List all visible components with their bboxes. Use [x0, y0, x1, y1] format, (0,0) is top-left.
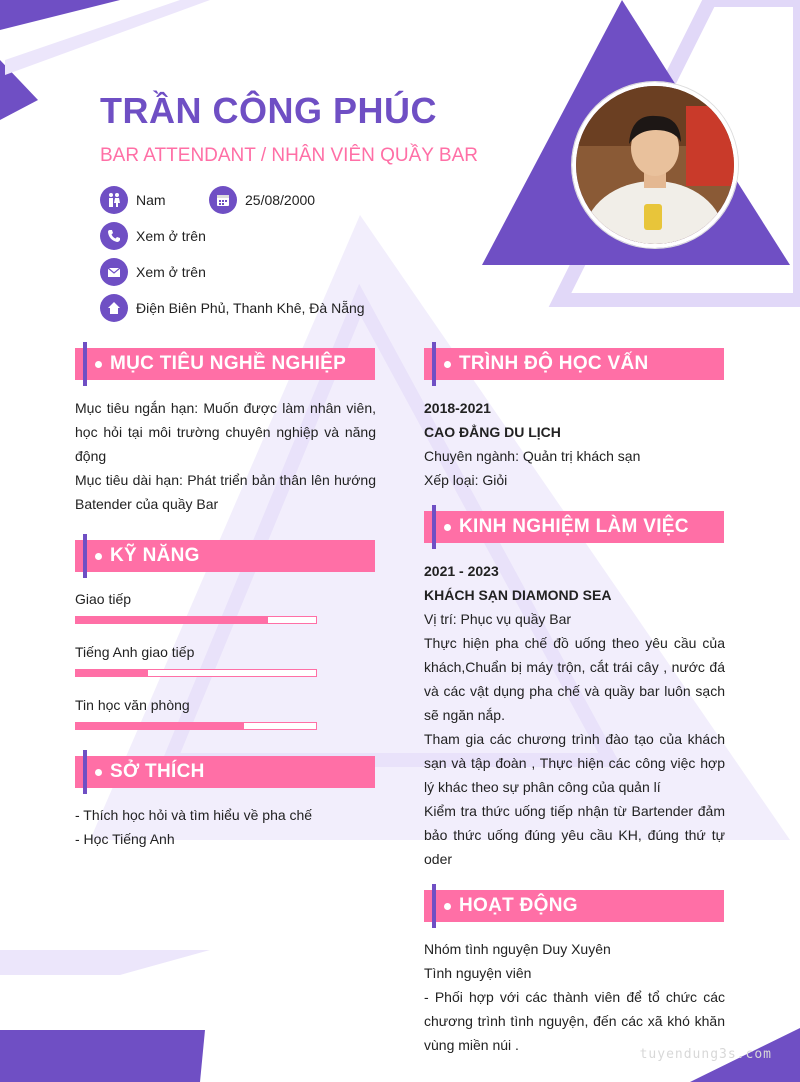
hobbies-header	[75, 756, 375, 788]
email-icon	[100, 258, 128, 286]
skill-label: Giao tiếp	[75, 591, 132, 607]
activity-role: Tình nguyện viên	[424, 965, 532, 981]
experience-position: Vị trí: Phục vụ quầy Bar	[424, 611, 572, 627]
gender-value: Nam	[136, 192, 166, 208]
activities-title: HOẠT ĐỘNG	[459, 895, 578, 916]
phone-value: Xem ở trên	[136, 228, 206, 244]
skill-label: Tiếng Anh giao tiếp	[75, 644, 195, 660]
skill-label: Tin học văn phòng	[75, 697, 190, 713]
experience-header	[424, 511, 724, 543]
bottom-left-shape	[0, 1030, 205, 1082]
experience-period: 2021 - 2023	[424, 563, 499, 579]
education-period: 2018-2021	[424, 400, 491, 416]
candidate-name: TRẦN CÔNG PHÚC	[100, 90, 437, 131]
home-icon	[100, 294, 128, 322]
education-text	[424, 396, 725, 492]
hobby-item: - Thích học hỏi và tìm hiểu về pha chế	[75, 807, 313, 823]
phone-icon	[100, 222, 128, 250]
corner-top-left-shape	[0, 0, 120, 30]
activity-org: Nhóm tình nguyện Duy Xuyên	[424, 941, 611, 957]
hobby-item: - Học Tiếng Anh	[75, 831, 175, 847]
education-grade: Xếp loại: Giỏi	[424, 472, 508, 488]
activity-detail: - Phối hợp với các thành viên để tổ chức các chương trình tình nguyện, đến các xã khó khăn vùng miền núi .	[424, 989, 725, 1053]
skill-bar	[75, 669, 317, 677]
education-major: Chuyên ngành: Quản trị khách sạn	[424, 448, 641, 464]
objective-long-term: Mục tiêu dài hạn: Phát triển bản thân lên hướng Batender của quầy Bar	[75, 472, 376, 512]
gender-icon	[100, 186, 128, 214]
experience-company: KHÁCH SẠN DIAMOND SEA	[424, 587, 612, 603]
experience-title: KINH NGHIỆM LÀM VIỆC	[459, 516, 689, 537]
birthdate-value: 25/08/2000	[245, 192, 316, 208]
activities-header	[424, 890, 724, 922]
email-value: Xem ở trên	[136, 264, 206, 280]
address-value: Điện Biên Phủ, Thanh Khê, Đà Nẵng	[136, 300, 365, 316]
education-title: TRÌNH ĐỘ HỌC VẤN	[459, 353, 649, 374]
objective-title: MỤC TIÊU NGHỀ NGHIỆP	[110, 353, 347, 374]
calendar-icon	[209, 186, 237, 214]
gender-row	[100, 186, 166, 214]
experience-text	[424, 559, 725, 871]
experience-detail: Kiểm tra thức uống tiếp nhận từ Bartender đảm bảo thức uống đúng yêu cầu KH, đúng thứ tự oder	[424, 803, 725, 867]
avatar-illustration	[576, 86, 734, 244]
skills-title: KỸ NĂNG	[110, 545, 200, 566]
skills-header	[75, 540, 375, 572]
experience-detail: Thực hiện pha chế đồ uống theo yêu cầu của khách,Chuẩn bị máy trộn, cắt trái cây , nước đá và các vật dụng pha chế và quầy bar luôn sạch sẽ ngăn nắp.	[424, 635, 725, 723]
hobbies-list	[75, 803, 376, 851]
education-school: CAO ĐẲNG DU LỊCH	[424, 424, 561, 440]
objective-short-term: Mục tiêu ngắn hạn: Muốn được làm nhân viên, học hỏi tại môi trường chuyên nghiệp và năng động	[75, 400, 376, 464]
phone-row	[100, 222, 206, 250]
watermark: tuyendung3s.com	[639, 1047, 772, 1062]
objective-header	[75, 348, 375, 380]
hobbies-title: SỞ THÍCH	[110, 761, 205, 782]
education-header	[424, 348, 724, 380]
address-row	[100, 294, 365, 322]
activities-text	[424, 937, 725, 1057]
profile-photo	[572, 82, 738, 248]
experience-detail: Tham gia các chương trình đào tạo của khách sạn và tập đoàn , Thực hiện các công việc hợp lý khác theo sự phân công của quản lí	[424, 731, 725, 795]
bottom-left-stripe	[0, 950, 210, 975]
skill-bar	[75, 616, 317, 624]
candidate-role: BAR ATTENDANT / NHÂN VIÊN QUẦY BAR	[100, 145, 478, 166]
email-row	[100, 258, 206, 286]
objective-text	[75, 396, 376, 516]
birthdate-row	[209, 186, 315, 214]
skill-bar	[75, 722, 317, 730]
